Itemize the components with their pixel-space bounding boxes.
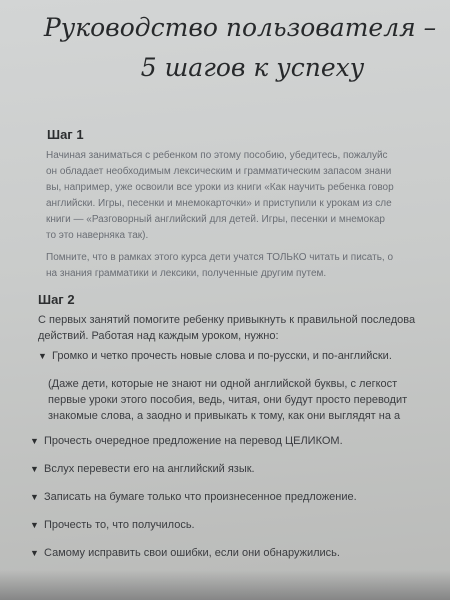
paragraph-line: английски. Игры, песенки и мнемокарточки» и приступили к урокам из сле	[46, 198, 392, 209]
paragraph-line: то это наверняка так).	[46, 230, 149, 241]
paragraph-line: он обладает необходимым лексическим и грамматическим запасом знани	[46, 166, 392, 177]
intro-line: действий. Работая над каждым уроком, нужно:	[38, 330, 279, 342]
list-item	[30, 516, 442, 534]
paragraph-line: Начиная заниматься с ребенком по этому пособию, убедитесь, пожалуйс	[46, 150, 388, 161]
list-item-text: Самому исправить свои ошибки, если они обнаружились.	[44, 547, 340, 559]
list-item-text: Записать на бумаге только что произнесенное предложение.	[44, 491, 357, 503]
step-2-heading: Шаг 2	[38, 292, 75, 307]
note-line: (Даже дети, которые не знают ни одной английской буквы, с легкост	[48, 378, 398, 390]
bullet-marker-icon: ▼	[30, 436, 39, 446]
bullet-marker-icon: ▼	[30, 548, 39, 558]
bullet-marker-icon: ▼	[38, 351, 47, 361]
list-item	[30, 544, 442, 562]
bullet-marker-icon: ▼	[30, 520, 39, 530]
paragraph-line: книги — «Разговорный английский для детей. Игры, песенки и мнемокар	[46, 214, 385, 225]
list-item-text: Прочесть очередное предложение на перевод ЦЕЛИКОМ.	[44, 435, 343, 447]
list-item	[30, 488, 442, 506]
paragraph-line: вы, например, уже освоили все уроки из книги «Как научить ребенка говор	[46, 182, 394, 193]
list-item-text: Вслух перевести его на английский язык.	[44, 463, 255, 475]
list-item-text: Громко и четко прочесть новые слова и по-русски, и по-английски.	[52, 350, 392, 362]
intro-line: С первых занятий помогите ребенку привыкнуть к правильной последова	[38, 314, 416, 326]
page-shadow	[0, 570, 450, 600]
title-line-2: 5 шагов к успеху	[140, 53, 365, 82]
list-item	[30, 460, 442, 478]
note-line: первые уроки этого пособия, ведь, читая, они будут просто переводит	[48, 394, 408, 406]
note-line: Помните, что в рамках этого курса дети учатся ТОЛЬКО читать и писать, о	[46, 252, 394, 263]
page-title	[0, 8, 450, 88]
step-1-heading: Шаг 1	[47, 127, 84, 142]
list-item	[38, 347, 450, 365]
note-line: знакомые слова, а заодно и привыкать к тому, как они выглядят на а	[48, 410, 401, 422]
list-item-text: Прочесть то, что получилось.	[44, 519, 195, 531]
bullet-marker-icon: ▼	[30, 492, 39, 502]
note-line: на знания грамматики и лексики, полученные другим путем.	[46, 268, 327, 279]
list-item	[30, 432, 442, 450]
title-line-1: Руководство пользователя –	[43, 13, 437, 42]
bullet-marker-icon: ▼	[30, 464, 39, 474]
